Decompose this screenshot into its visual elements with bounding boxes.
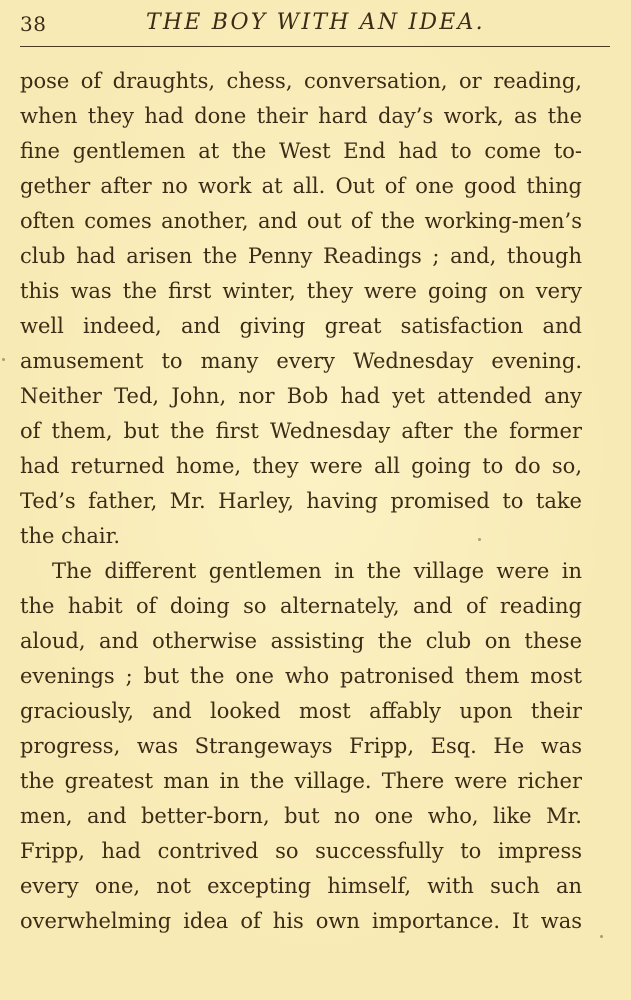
text-line: graciously, and looked most affably upon their bbox=[20, 699, 582, 723]
text-line: often comes another, and out of the working-men’s bbox=[20, 209, 582, 233]
text-line: club had arisen the Penny Readings ; and, though bbox=[20, 244, 582, 268]
paragraph-2 bbox=[20, 554, 582, 939]
text-line: had returned home, they were all going to do so, bbox=[20, 454, 582, 478]
text-line: well indeed, and giving great satisfaction and bbox=[20, 314, 582, 338]
text-line: overwhelming idea of his own importance. It was bbox=[20, 909, 582, 933]
paper-speck bbox=[600, 935, 603, 938]
text-line: The different gentlemen in the village were in bbox=[52, 559, 582, 583]
paper-speck bbox=[2, 358, 5, 361]
text-line: progress, was Strangeways Fripp, Esq. He was bbox=[20, 734, 582, 758]
body-text bbox=[20, 64, 582, 939]
header-rule bbox=[20, 46, 610, 47]
text-line: this was the first winter, they were going on very bbox=[20, 279, 582, 303]
running-head bbox=[20, 6, 610, 40]
paragraph-1 bbox=[20, 64, 582, 554]
text-line: every one, not excepting himself, with such an bbox=[20, 874, 582, 898]
page-number: 38 bbox=[20, 12, 47, 36]
text-line: when they had done their hard day’s work, as the bbox=[20, 104, 582, 128]
text-line: evenings ; but the one who patronised them most bbox=[20, 664, 582, 688]
text-line: Neither Ted, John, nor Bob had yet attended any bbox=[20, 384, 582, 408]
text-line: men, and better-born, but no one who, like Mr. bbox=[20, 804, 582, 828]
running-title: THE BOY WITH AN IDEA. bbox=[146, 10, 485, 35]
text-line: the chair. bbox=[20, 524, 120, 548]
text-line: Ted’s father, Mr. Harley, having promised to take bbox=[20, 489, 582, 513]
text-line: Fripp, had contrived so successfully to impress bbox=[20, 839, 582, 863]
paper-speck bbox=[478, 538, 481, 541]
text-line: gether after no work at all. Out of one good thing bbox=[20, 174, 582, 198]
text-line: the habit of doing so alternately, and of reading bbox=[20, 594, 582, 618]
text-line: of them, but the first Wednesday after the former bbox=[20, 419, 582, 443]
text-line: pose of draughts, chess, conversation, or reading, bbox=[20, 69, 582, 93]
text-line: the greatest man in the village. There were richer bbox=[20, 769, 582, 793]
text-line: amusement to many every Wednesday evening. bbox=[20, 349, 582, 373]
text-line: aloud, and otherwise assisting the club on these bbox=[20, 629, 582, 653]
text-line: fine gentlemen at the West End had to come to- bbox=[20, 139, 582, 163]
